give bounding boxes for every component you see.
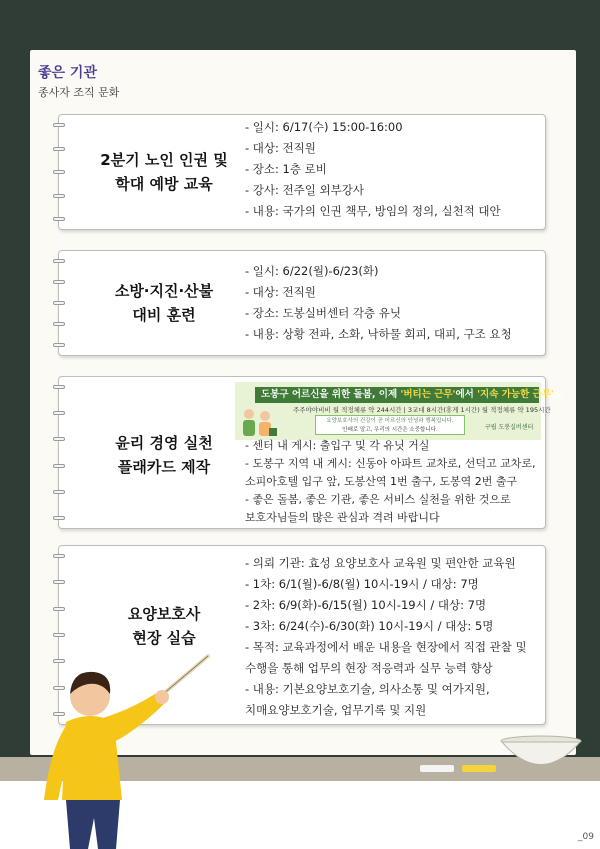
placard-headline (255, 387, 563, 403)
binder-rings (53, 259, 65, 347)
page-title: 좋은 기관 (38, 65, 97, 81)
page-subtitle: 종사자 조직 문화 (38, 86, 120, 99)
detail-line: 소피아호텔 입구 앞, 도봉산역 1번 출구, 도봉역 2번 출구 (245, 475, 518, 488)
placard-message-line: 안배로 알고, 우리의 시간은 소중합니다. (342, 427, 438, 433)
detail-line: - 내용: 기본요양보호기술, 의사소통 및 여가지원, (245, 682, 490, 696)
detail-line: - 일시: 6/17(수) 15:00-16:00 (245, 120, 403, 134)
detail-line: 보호자님들의 많은 관심과 격려 바랍니다 (245, 511, 440, 524)
placard-headline-part: 로 (553, 389, 563, 400)
detail-line: - 강사: 전주일 외부강사 (245, 183, 364, 197)
caregivers-illustration-icon (239, 404, 279, 438)
binder-rings (53, 385, 65, 520)
placard-headline-highlight: '버티는 근무' (400, 389, 456, 400)
placard-message-line: 요양보호사의 건강이 곧 어르신의 안녕과 행복입니다. (326, 418, 454, 424)
card-title-line: 플래카드 제작 (117, 458, 211, 476)
card-title (75, 279, 253, 327)
card-ethics-placard (58, 376, 563, 529)
card-human-rights-education (58, 114, 546, 230)
detail-line: - 의뢰 기관: 효성 요양보호사 교육원 및 편안한 교육원 (245, 556, 516, 570)
detail-line: - 3차: 6/24(수)-6/30(화) 10시-19시 / 대상: 5명 (245, 619, 494, 633)
page-number: _09 (578, 832, 594, 842)
card-title-line: 윤리 경영 실천 (115, 434, 213, 452)
card-title (75, 148, 253, 196)
placard-headline-part: 에서 (455, 389, 478, 400)
detail-line: - 일시: 6/22(월)-6/23(화) (245, 264, 379, 278)
card-title (75, 431, 253, 479)
card-title-line: 2분기 노인 인권 및 (100, 151, 228, 169)
card-title (75, 602, 253, 650)
detail-line: - 센터 내 게시: 출입구 및 각 유닛 거실 (245, 439, 430, 452)
detail-line: - 목적: 교육과정에서 배운 내용을 현장에서 직접 관찰 및 (245, 640, 527, 654)
detail-line: - 도봉구 지역 내 게시: 신동아 아파트 교차로, 선덕고 교차로, (245, 457, 536, 470)
placard-hours-line: 주주야야비비 월 적정체류 약 244시간 | 3교대 8시간(휴게 1시간) 월 적정체류 약 195시간 (293, 406, 551, 414)
detail-line: 치매요양보호기술, 업무기록 및 지원 (245, 703, 427, 717)
placard-headline-highlight: '지속 가능한 근무' (477, 389, 554, 400)
card-details (245, 553, 527, 721)
detail-line: - 좋은 돌봄, 좋은 기관, 좋은 서비스 실천을 위한 것으로 (245, 493, 511, 506)
placard-image (235, 382, 563, 440)
placard-logo: 구립 도봉실버센터 (485, 424, 534, 431)
yellow-chalk (462, 765, 496, 772)
detail-line: - 내용: 국가의 인권 책무, 방임의 정의, 실천적 대안 (245, 204, 501, 218)
card-title-line: 소방·지진·산불 (114, 282, 214, 300)
binder-rings (53, 123, 65, 221)
card-details (245, 117, 501, 222)
detail-line: - 대상: 전직원 (245, 141, 316, 155)
detail-line: - 2차: 6/9(화)-6/15(월) 10시-19시 / 대상: 7명 (245, 598, 487, 612)
detail-line: - 대상: 전직원 (245, 285, 316, 299)
detail-line: 수행을 통해 업무의 현장 적응력과 실무 능력 향상 (245, 661, 493, 675)
detail-line: - 장소: 1층 로비 (245, 162, 327, 176)
detail-line: - 1차: 6/1(월)-6/8(월) 10시-19시 / 대상: 7명 (245, 577, 479, 591)
card-details (245, 437, 536, 527)
teacher-pointing-icon (36, 650, 216, 849)
card-details (245, 261, 512, 345)
white-chalk (420, 765, 454, 772)
detail-line: - 장소: 도봉실버센터 각층 유닛 (245, 306, 401, 320)
placard-message-box (315, 415, 465, 435)
card-title-line: 대비 훈련 (132, 306, 196, 324)
placard-headline-part: 도봉구 어르신을 위한 돌봄, 이제 (261, 389, 401, 400)
card-title-line: 현장 실습 (132, 629, 196, 647)
bowl-icon (500, 735, 582, 771)
card-title-line: 학대 예방 교육 (115, 175, 213, 193)
card-title-line: 요양보호사 (127, 605, 201, 623)
detail-line: - 내용: 상황 전파, 소화, 낙하물 회피, 대피, 구조 요청 (245, 327, 512, 341)
card-disaster-drill (58, 250, 546, 356)
